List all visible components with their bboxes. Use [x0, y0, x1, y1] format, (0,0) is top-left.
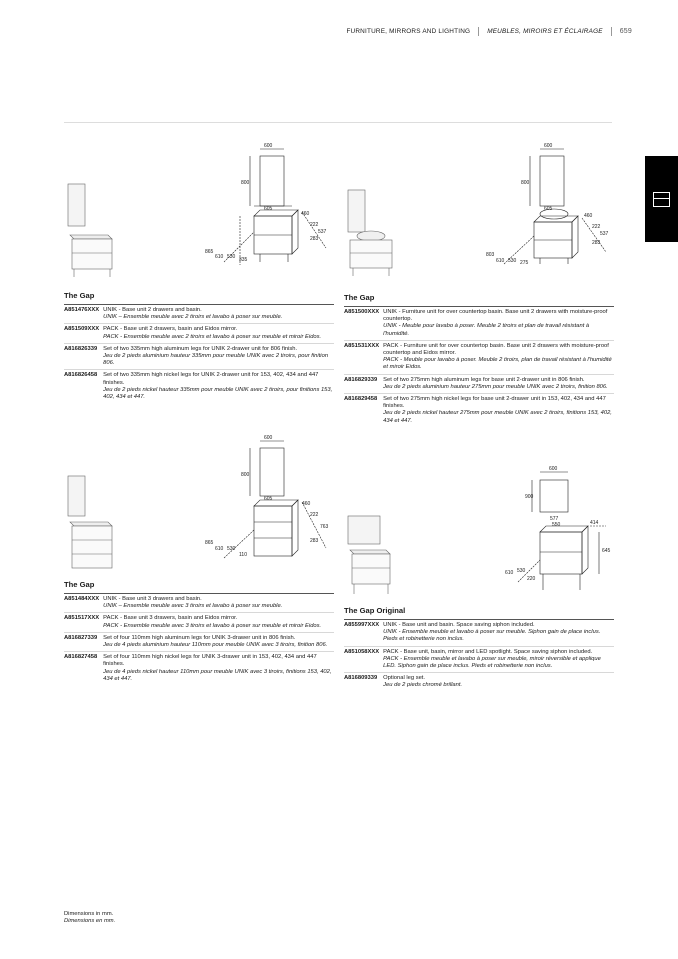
dimension-label: 460	[302, 501, 311, 507]
product-table	[64, 593, 334, 685]
table-row	[64, 305, 334, 324]
product-photo	[348, 190, 392, 276]
dimension-label: 600	[264, 435, 273, 441]
dimensions-note	[64, 911, 115, 926]
dimension-label: 222	[310, 222, 319, 228]
dimension-label: 550	[552, 522, 561, 528]
dimension-label: 600	[264, 143, 273, 149]
dimension-label: 335	[239, 257, 248, 263]
product-desc-fr: Jeu de 2 pieds nickel hauteur 335mm pour meuble UNIK avec 2 tiroirs, pour finitions 153, 402, 434 et 447.	[103, 386, 333, 401]
dimension-label: 222	[310, 512, 319, 518]
product-desc-fr: PACK - Ensemble meuble avec 2 tiroirs et lavabo à poser sur meuble et miroir Eidos.	[103, 333, 322, 340]
dimension-label: 530	[227, 254, 236, 260]
product-code: A816826458	[64, 370, 103, 403]
top-divider	[64, 122, 612, 123]
dimension-label: 605	[264, 496, 273, 502]
product-table	[344, 306, 614, 427]
technical-drawing	[504, 149, 606, 264]
dimension-label: 763	[320, 524, 329, 530]
dimension-label: 605	[544, 206, 553, 212]
dimension-label: 110	[239, 552, 247, 558]
product-desc-en: PACK - Base unit 2 drawers, basin and Eidos mirror.	[103, 326, 238, 333]
table-row	[344, 307, 614, 341]
product-desc-fr: Jeu de 2 pieds aluminium hauteur 335mm pour meuble UNIK avec 2 tiroirs, pour finition 806.	[103, 353, 329, 367]
dimension-label: 283	[310, 236, 319, 242]
product-desc-fr: Jeu de 2 pieds aluminium hauteur 275mm pour meuble UNIK avec 2 tiroirs, finition 806.	[383, 383, 608, 390]
product-code: A855997XXX	[344, 620, 383, 647]
table-row	[64, 613, 334, 632]
product-photo	[68, 184, 112, 277]
product-desc-fr: UNIK – Ensemble meuble avec 2 tiroirs et lavabo à poser sur meuble.	[103, 314, 283, 321]
table-row	[64, 632, 334, 651]
product-desc-en: UNIK - Furniture unit for over countertop basin. Base unit 2 drawers with moisture-proof countertop.	[383, 309, 608, 323]
dimension-label: 414	[590, 520, 599, 526]
table-row	[64, 343, 334, 370]
table-row	[64, 652, 334, 685]
dimension-label: 460	[301, 211, 310, 217]
section-title: The Gap	[344, 293, 375, 302]
product-desc-fr: Jeu de 4 pieds aluminium hauteur 110mm pour meuble UNIK avec 3 tiroirs, finition 806.	[103, 642, 328, 649]
dimension-label: 275	[520, 260, 529, 266]
table-row	[64, 324, 334, 343]
product-code: A851517XXX	[64, 613, 103, 632]
product-desc-en: PACK - Base unit 3 drawers, basin and Eidos mirror.	[103, 615, 238, 622]
dimension-label: 530	[227, 546, 236, 552]
product-code: A816809339	[344, 673, 383, 692]
dimension-label: 865	[205, 249, 214, 255]
dimension-label: 222	[592, 224, 601, 230]
product-desc-fr: PACK - Ensemble meuble avec 3 tiroirs et lavabo à poser sur meuble et miroir Eidos.	[103, 622, 322, 629]
product-desc-en: PACK - Base unit, basin, mirror and LED spotlight. Space saving siphon included.	[383, 648, 593, 655]
section-title: The Gap Original	[344, 606, 406, 615]
product-section-2	[344, 293, 614, 427]
product-desc-en: Optional leg set.	[383, 675, 426, 682]
cabinet-icon	[653, 192, 670, 207]
dimension-label: 605	[264, 206, 273, 212]
dimension-label: 645	[602, 548, 611, 554]
dimension-label: 460	[584, 213, 593, 219]
dimension-label: 865	[205, 540, 214, 546]
product-table	[344, 619, 614, 692]
product-desc-en: Set of two 275mm high aluminum legs for base unit 2-drawer unit in 806 finish.	[383, 376, 585, 383]
dimension-label: 610	[505, 570, 514, 576]
dimension-label: 800	[241, 180, 250, 186]
dimension-label: 610	[496, 258, 505, 264]
product-desc-fr: PACK - Ensemble meuble et lavabo à poser sur meuble, miroir réversible et applique LED. Siphon gain de place inclus. Pieds et robinetterie non inclus.	[383, 655, 601, 670]
page-number: 659	[619, 28, 632, 35]
product-code: A851476XXX	[64, 305, 103, 324]
dimensions-note-fr: Dimensions en mm.	[64, 918, 116, 925]
product-code: A816827458	[64, 652, 103, 685]
product-desc-fr: UNIK - Meuble pour lavabo à poser. Meuble 2 tiroirs et plan de travail résistant à l'humidité.	[383, 323, 590, 337]
dimension-label: 610	[215, 546, 224, 552]
table-row	[64, 594, 334, 613]
product-code: A816829339	[344, 374, 383, 393]
product-photo	[348, 516, 390, 594]
product-desc-en: Set of two 275mm high nickel legs for base unit 2-drawer unit in 153, 402, 434 and 447 finishes.	[383, 396, 606, 410]
dimensions-note-en: Dimensions in mm.	[64, 911, 114, 917]
dimension-label: 537	[600, 231, 609, 237]
product-desc-fr: Jeu de 2 pieds nickel hauteur 275mm pour meuble UNIK avec 2 tiroirs, finitions 153, 402, 434 et 447.	[383, 410, 612, 424]
dimension-label: 537	[318, 229, 327, 235]
product-code: A851484XXX	[64, 594, 103, 613]
header-divider	[478, 27, 479, 36]
product-drawing-4	[344, 460, 614, 600]
technical-drawing	[224, 149, 326, 265]
product-section-4	[344, 606, 614, 692]
page-header	[346, 27, 632, 36]
chapter-tab	[645, 156, 678, 242]
dimension-label: 577	[550, 516, 559, 522]
product-desc-fr: Jeu de 2 pieds chromé brillant.	[383, 682, 463, 689]
technical-drawing	[518, 472, 606, 590]
product-desc-fr: UNIK – Ensemble meuble avec 3 tiroirs et lavabo à poser sur meuble.	[103, 603, 283, 610]
product-desc-en: Set of two 335mm high nickel legs for UNIK 2-drawer unit for 153, 402, 434 and 447 finishes.	[103, 372, 319, 386]
product-desc-en: Set of four 110mm high nickel legs for UNIK 3-drawer unit in 153, 402, 434 and 447 finishes.	[103, 654, 317, 668]
product-code: A816826339	[64, 343, 103, 370]
dimension-label: 900	[525, 494, 534, 500]
table-row	[344, 340, 614, 374]
table-row	[344, 646, 614, 673]
product-desc-en: PACK - Furniture unit for over countertop basin. Base unit 2 drawers with moisture-proof countertop and Eidos mirror.	[383, 342, 609, 357]
product-desc-en: Set of four 110mm high aluminum legs for UNIK 3-drawer unit in 806 finish.	[103, 634, 296, 641]
product-code: A851058XXX	[344, 646, 383, 673]
table-row	[64, 370, 334, 403]
dimension-label: 610	[215, 254, 224, 260]
table-row	[344, 673, 614, 692]
product-drawing-3	[64, 432, 334, 577]
dimension-label: 600	[549, 466, 558, 472]
product-code: A851509XXX	[64, 324, 103, 343]
product-desc-en: UNIK - Base unit 2 drawers and basin.	[103, 307, 202, 313]
table-row	[344, 374, 614, 393]
product-drawing-1	[64, 140, 334, 285]
product-desc-fr: PACK - Meuble pour lavabo à poser. Meuble 2 tiroirs, plan de travail résistant à l'humidité et miroir Eidos.	[383, 357, 612, 371]
dimension-label: 283	[310, 538, 319, 544]
header-title-en: FURNITURE, MIRRORS AND LIGHTING	[346, 28, 471, 35]
product-section-3	[64, 580, 334, 685]
product-code: A851531XXX	[344, 340, 383, 374]
product-code: A816827339	[64, 632, 103, 651]
product-desc-fr: UNIK - Ensemble meuble et lavabo à poser sur meuble. Siphon gain de place inclus. Pieds et robinetterie non inclus.	[383, 629, 601, 643]
product-desc-en: UNIK - Base unit 3 drawers and basin.	[103, 596, 202, 602]
section-title: The Gap	[64, 580, 95, 589]
product-table	[64, 304, 334, 403]
product-desc-en: Set of two 335mm high aluminum legs for UNIK 2-drawer unit for 806 finish.	[103, 345, 298, 352]
product-photo	[68, 476, 112, 568]
dimension-label: 530	[517, 568, 526, 574]
table-row	[344, 394, 614, 427]
dimension-label: 803	[486, 252, 495, 258]
dimension-label: 220	[527, 576, 536, 582]
dimension-label: 283	[592, 240, 601, 246]
product-drawing-2	[344, 140, 614, 290]
table-row	[344, 620, 614, 647]
dimension-label: 800	[241, 472, 250, 478]
product-code: A816829458	[344, 394, 383, 427]
product-desc-fr: Jeu de 4 pieds nickel hauteur 110mm pour meuble UNIK avec 3 tiroirs, finitions 153, 402, 434 et 447.	[103, 668, 332, 682]
section-title: The Gap	[64, 291, 95, 300]
product-code: A851500XXX	[344, 307, 383, 341]
dimension-label: 800	[521, 180, 530, 186]
dimension-label: 600	[544, 143, 553, 149]
product-desc-en: UNIK - Base unit and basin. Space saving siphon included.	[383, 622, 535, 628]
dimension-label: 530	[508, 258, 517, 264]
header-title-fr: MEUBLES, MIROIRS ET ÉCLAIRAGE	[487, 28, 603, 35]
header-divider	[611, 27, 612, 36]
product-section-1	[64, 291, 334, 403]
